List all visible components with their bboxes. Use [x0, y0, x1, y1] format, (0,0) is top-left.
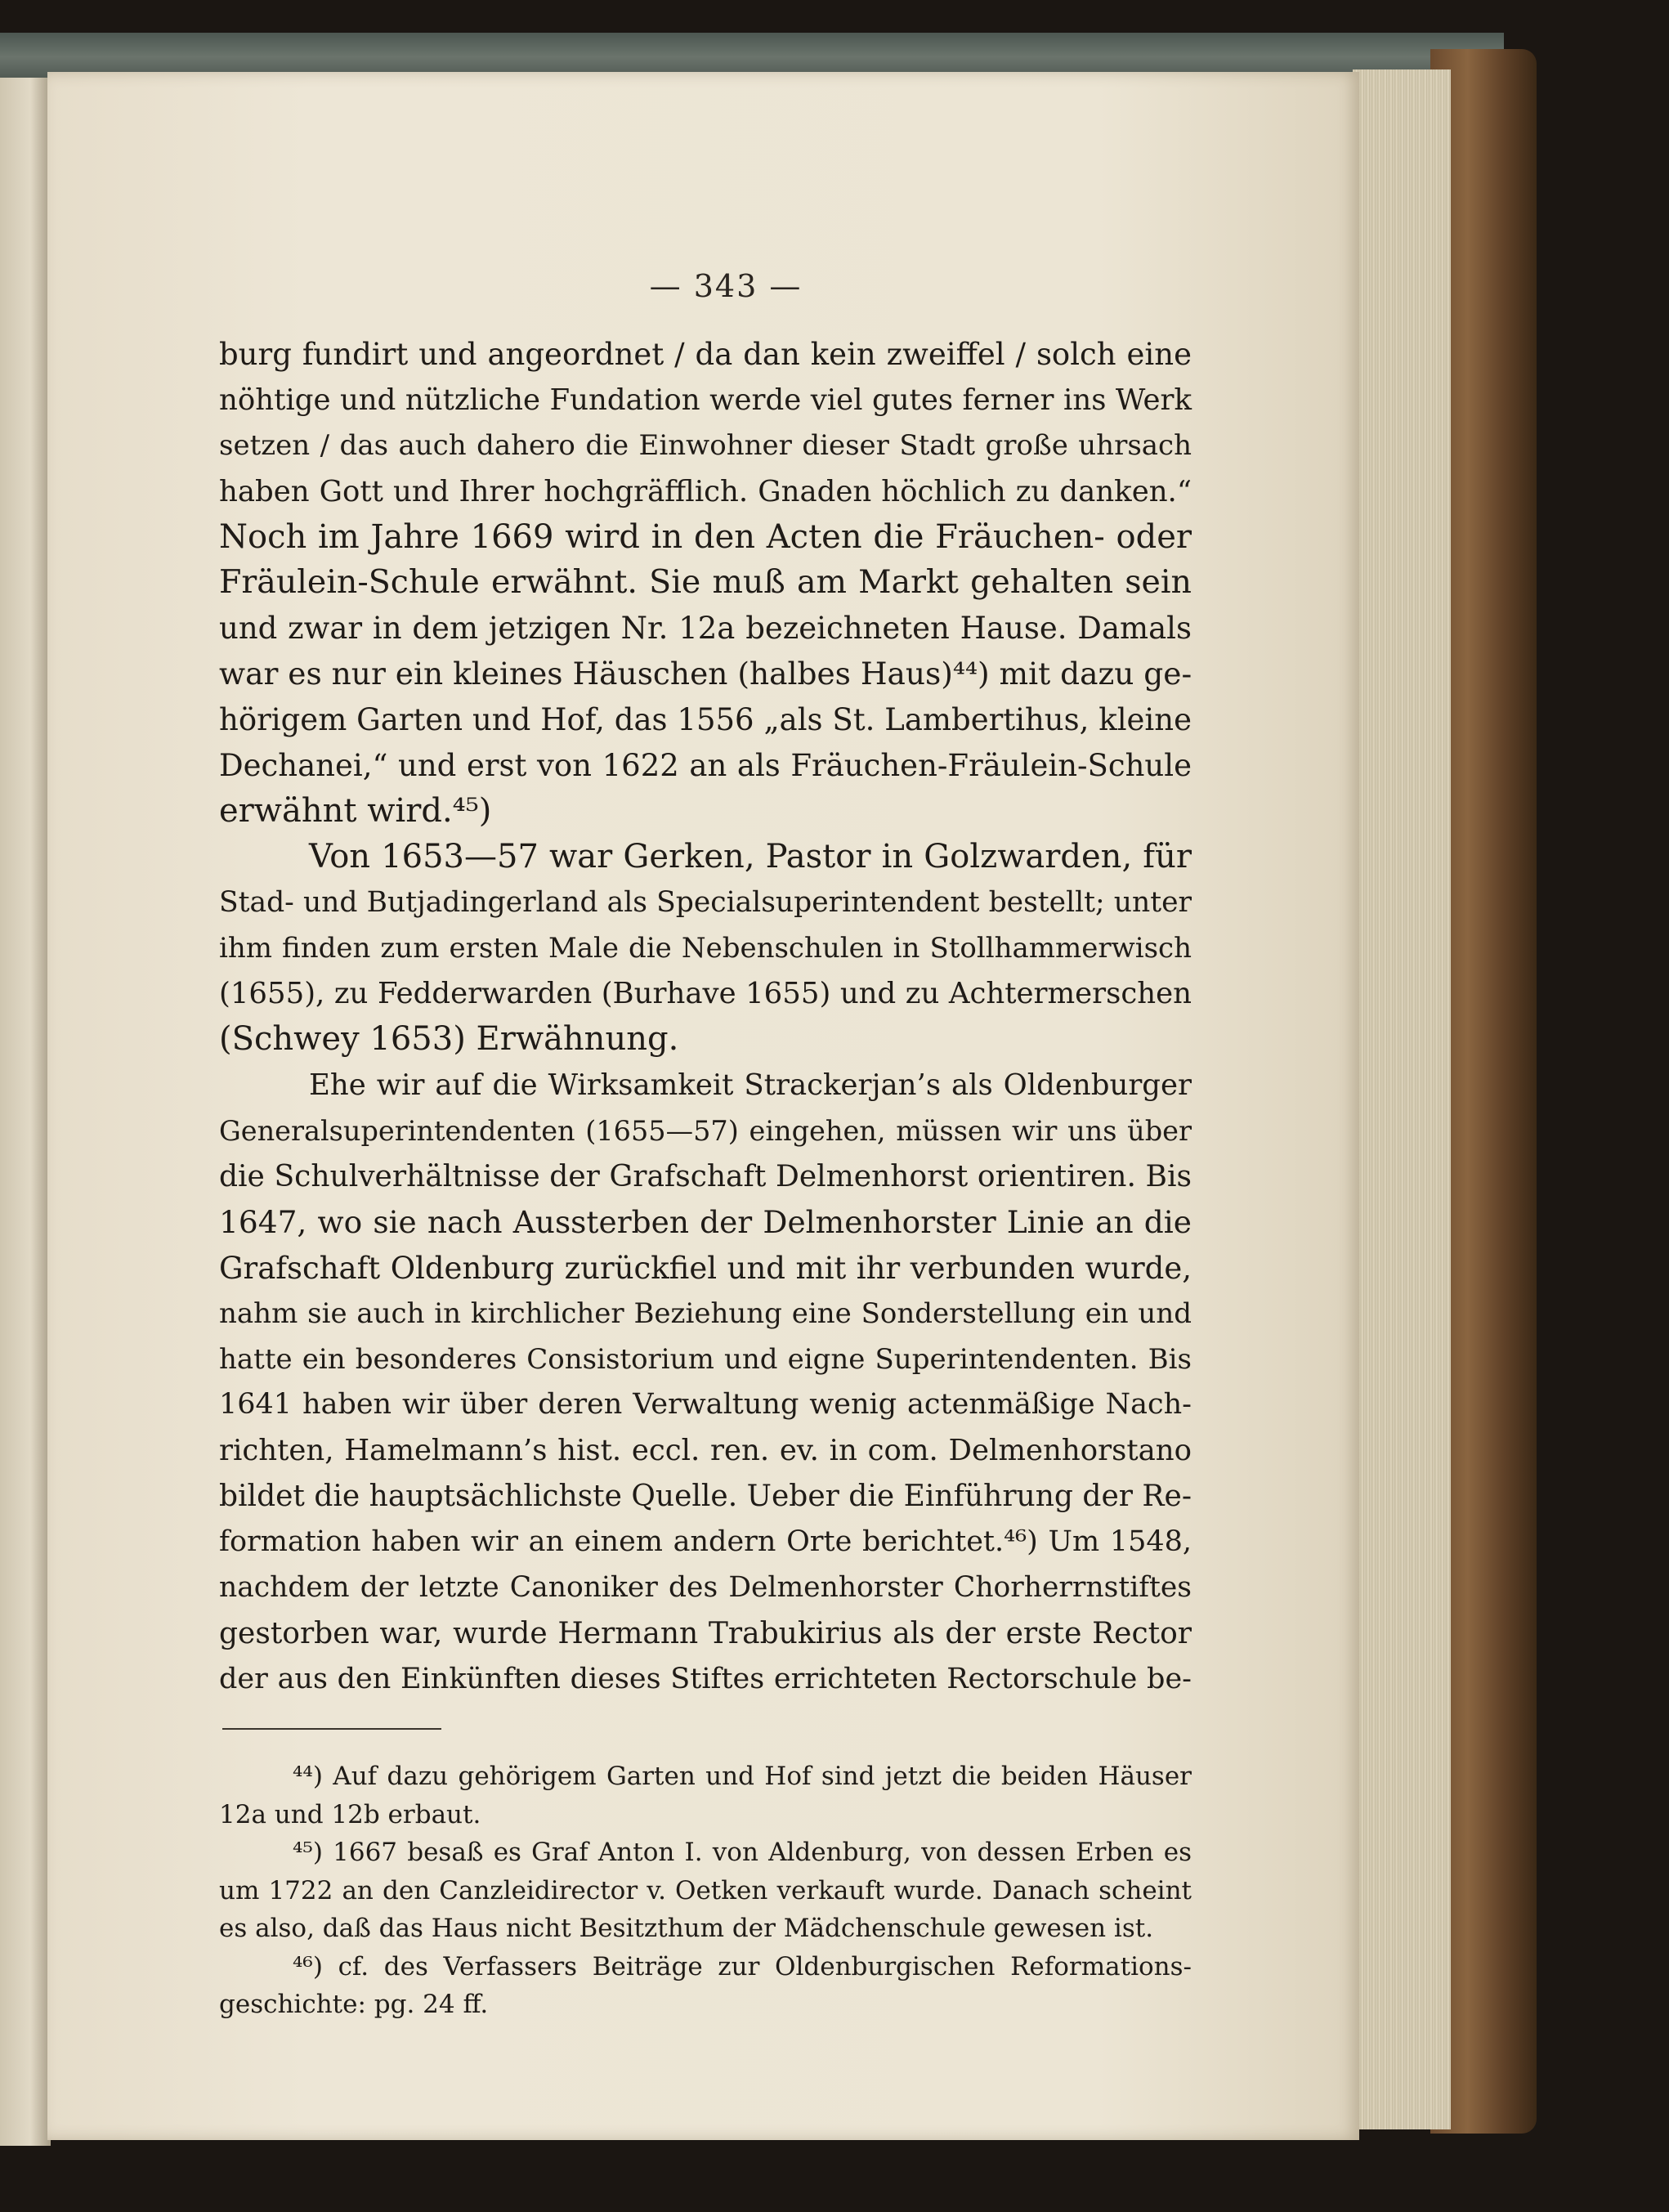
page-number: — 343 — [649, 268, 803, 304]
footnote-line: um 1722 an den Canzleidirector v. Oetken verkauft wurde. Danach scheint [219, 1875, 1192, 1905]
body-line: (Schwey 1653) Erwähnung. [219, 1020, 679, 1059]
body-line: 1647, wo sie nach Aussterben der Delmenhorster Linie an die [219, 1203, 1192, 1240]
body-line: bildet die hauptsächlichste Quelle. Ueber die Einführung der Re- [219, 1480, 1192, 1514]
body-line: Generalsuperintendenten (1655—57) eingehen, müssen wir uns über [219, 1115, 1192, 1148]
body-line: richten, Hamelmann’s hist. eccl. ren. ev. in com. Delmenhorstano [219, 1434, 1192, 1468]
body-line: und zwar in dem jetzigen Nr. 12a bezeichneten Hause. Damals [219, 611, 1192, 647]
body-line: Von 1653—57 war Gerken, Pastor in Golzwarden, für [309, 837, 1192, 875]
body-line: formation haben wir an einem andern Orte berichtet.⁴⁶) Um 1548, [219, 1525, 1192, 1559]
footnote-line: es also, daß das Haus nicht Besitzthum der Mädchenschule gewesen ist. [219, 1914, 1154, 1943]
book-page [47, 72, 1359, 2140]
footnote-line: 12a und 12b erbaut. [219, 1799, 481, 1829]
body-line: Fräulein-Schule erwähnt. Sie muß am Markt gehalten sein [219, 563, 1192, 602]
body-line: Grafschaft Oldenburg zurückfiel und mit ihr verbunden wurde, [219, 1250, 1192, 1286]
body-line: der aus den Einkünften dieses Stiftes errichteten Rectorschule be- [219, 1662, 1192, 1695]
body-line: ihm finden zum ersten Male die Nebenschulen in Stollhammerwisch [219, 931, 1192, 965]
body-line: die Schulverhältnisse der Grafschaft Delmenhorst orientiren. Bis [219, 1160, 1192, 1194]
body-line: burg fundirt und angeordnet / da dan kein zweiffel / solch eine [219, 337, 1192, 372]
body-line: Ehe wir auf die Wirksamkeit Strackerjan’s als Oldenburger [309, 1068, 1192, 1103]
body-line: nöhtige und nützliche Fundation werde viel gutes ferner ins Werk [219, 383, 1192, 417]
footnote-line: ⁴⁶) cf. des Verfassers Beiträge zur Oldenburgischen Reformations- [293, 1951, 1192, 1981]
body-line: nachdem der letzte Canoniker des Delmenhorster Chorherrnstiftes [219, 1571, 1192, 1605]
facing-page-edge [0, 78, 51, 2146]
body-line: hatte ein besonderes Consistorium und eigne Superintendenten. Bis [219, 1342, 1192, 1376]
footnote-rule [222, 1728, 441, 1730]
body-line: gestorben war, wurde Hermann Trabukirius als der erste Rector [219, 1616, 1192, 1650]
body-line: Dechanei,“ und erst von 1622 an als Fräuchen-Fräulein-Schule [219, 748, 1192, 784]
footnotes [219, 1758, 1192, 2024]
body-line: war es nur ein kleines Häuschen (halbes Haus)⁴⁴) mit dazu ge- [219, 656, 1192, 692]
body-line: hörigem Garten und Hof, das 1556 „als St. Lambertihus, kleine [219, 702, 1192, 738]
body-line: erwähnt wird.⁴⁵) [219, 791, 492, 830]
body-line: Noch im Jahre 1669 wird in den Acten die Fräuchen- oder [219, 517, 1192, 556]
body-line: setzen / das auch dahero die Einwohner dieser Stadt große uhrsach [219, 428, 1192, 462]
body-line: nahm sie auch in kirchlicher Beziehung eine Sonderstellung ein und [219, 1296, 1192, 1330]
footnote-line: geschichte: pg. 24 ff. [219, 1990, 489, 2019]
body-line: haben Gott und Ihrer hochgräfflich. Gnaden höchlich zu danken.“ [219, 474, 1192, 508]
footnote-line: ⁴⁴) Auf dazu gehörigem Garten und Hof sind jetzt die beiden Häuser [293, 1762, 1192, 1791]
body-line: 1641 haben wir über deren Verwaltung wenig actenmäßige Nach- [219, 1388, 1192, 1422]
body-line: (1655), zu Fedderwarden (Burhave 1655) und zu Achtermerschen [219, 977, 1192, 1011]
body-text [219, 332, 1192, 1703]
page-edges [1353, 69, 1451, 2129]
footnote-line: ⁴⁵) 1667 besaß es Graf Anton I. von Aldenburg, von dessen Erben es [293, 1838, 1192, 1867]
body-line: Stad- und Butjadingerland als Specialsuperintendent bestellt; unter [219, 885, 1192, 919]
